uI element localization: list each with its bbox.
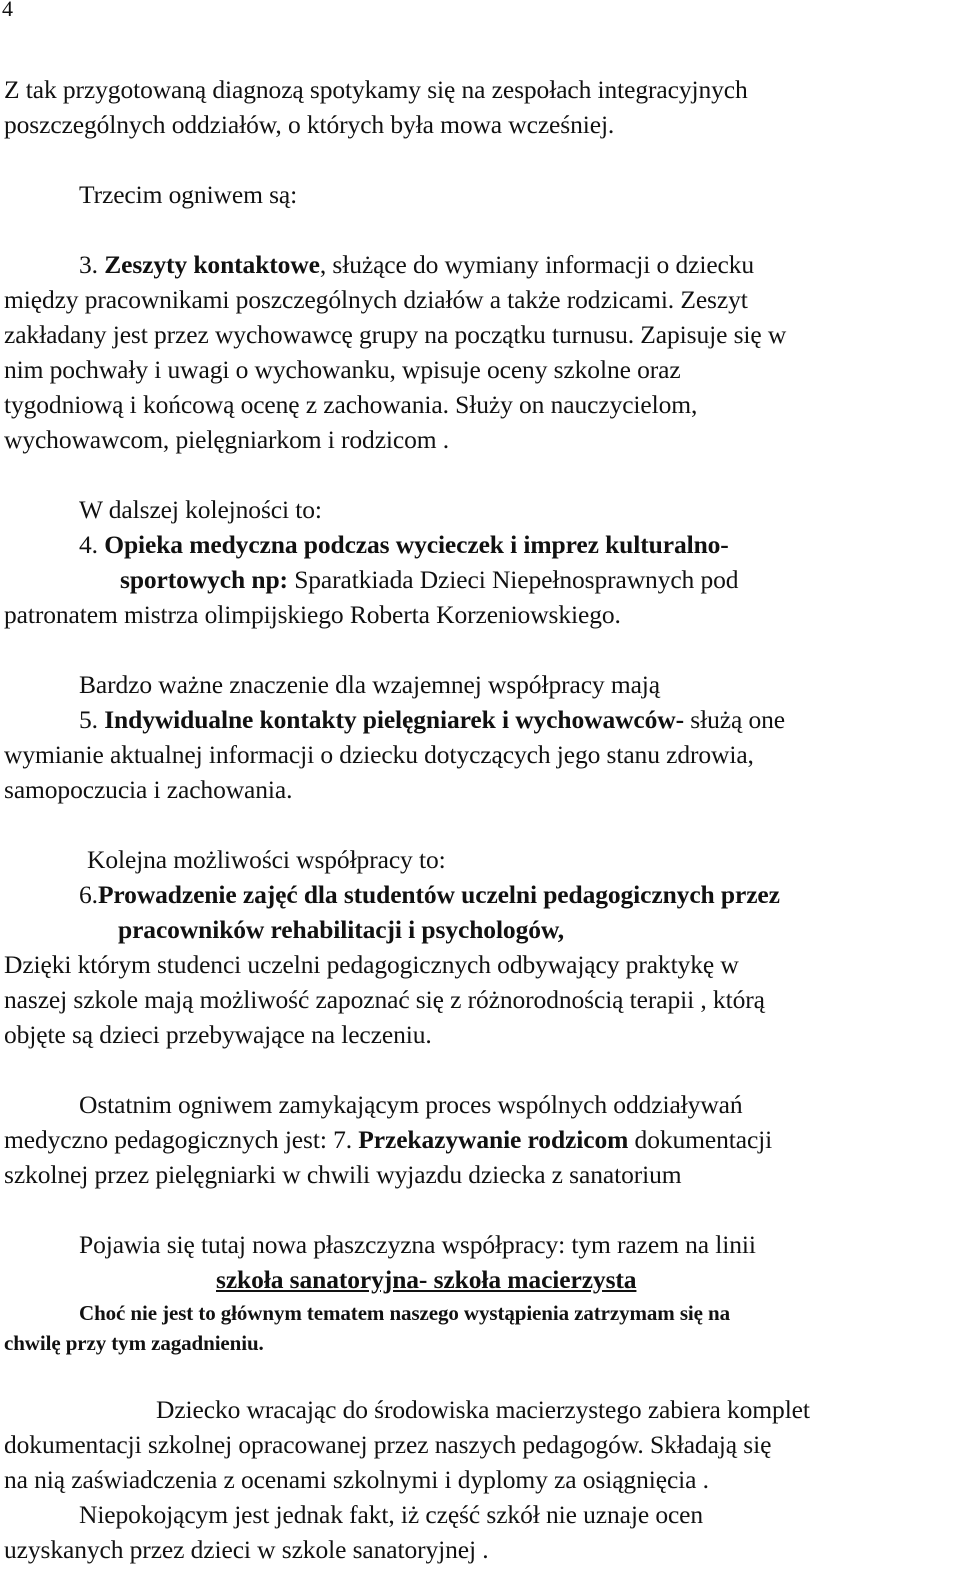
note-line-1: Choć nie jest to głównym tematem naszego wystąpienia zatrzymam się na: [79, 1301, 730, 1325]
item-7-heading: Przekazywanie rodzicom: [358, 1125, 629, 1154]
item-6-line-3: Dzięki którym studenci uczelni pedagogicznych odbywający praktykę w: [4, 950, 739, 979]
paragraph-9-line-3: na nią zaświadczenia z ocenami szkolnymi i dyplomy za osiągnięcia .: [4, 1465, 709, 1494]
paragraph-7-line-1: Ostatnim ogniwem zamykającym proces wspólnych oddziaływań: [79, 1090, 743, 1119]
intro-item-6: Kolejna możliwości współpracy to:: [87, 845, 446, 874]
item-3-line-1-text: , służące do wymiany informacji o dziecku: [319, 250, 755, 279]
item-5-heading: Indywidualne kontakty pielęgniarek i wychowawców-: [104, 705, 684, 734]
paragraph-10-line-2: uzyskanych przez dzieci w szkole sanatoryjnej .: [4, 1535, 489, 1564]
item-4-heading-line-2: sportowych np:: [120, 565, 288, 594]
item-5-line-2: wymianie aktualnej informacji o dziecku dotyczących jego stanu zdrowia,: [4, 740, 754, 769]
page-number: 4: [2, 0, 13, 21]
item-6-line-4: naszej szkole mają możliwość zapoznać się z różnorodnością terapii , którą: [4, 985, 765, 1014]
item-5-line-3: samopoczucia i zachowania.: [4, 775, 293, 804]
intro-item-4: W dalszej kolejności to:: [79, 495, 322, 524]
item-4-number: 4.: [79, 530, 105, 559]
item-3-line-3: zakładany jest przez wychowawcę grupy na początku turnusu. Zapisuje się w: [4, 320, 787, 349]
paragraph-7-line-3: szkolnej przez pielęgniarki w chwili wyjazdu dziecka z sanatorium: [4, 1160, 682, 1189]
paragraph-7-line-2-rest: dokumentacji: [628, 1125, 773, 1154]
item-3-line-2: między pracownikami poszczególnych działów a także rodzicami. Zeszyt: [4, 285, 748, 314]
note-line-2: chwilę przy tym zagadnieniu.: [4, 1331, 264, 1355]
item-3-number: 3.: [79, 250, 105, 279]
item-4-line-2-text: Sparatkiada Dzieci Niepełnosprawnych pod: [287, 565, 739, 594]
paragraph-7-line-2-pre: medyczno pedagogicznych jest: 7.: [4, 1125, 359, 1154]
intro-item-5: Bardzo ważne znaczenie dla wzajemnej współpracy mają: [79, 670, 661, 699]
paragraph-1-line-2: poszczególnych oddziałów, o których była mowa wcześniej.: [4, 110, 615, 139]
item-5-number: 5.: [79, 705, 105, 734]
item-3-line-4: nim pochwały i uwagi o wychowanku, wpisuje oceny szkolne oraz: [4, 355, 681, 384]
item-6-heading-line-2: pracowników rehabilitacji i psychologów,: [118, 915, 565, 944]
paragraph-10-line-1: Niepokojącym jest jednak fakt, iż część szkół nie uznaje ocen: [79, 1500, 704, 1529]
paragraph-9-line-1: Dziecko wracając do środowiska macierzystego zabiera komplet: [156, 1395, 810, 1424]
intro-item-3: Trzecim ogniwem są:: [79, 180, 298, 209]
item-3-line-5: tygodniową i końcową ocenę z zachowania. Służy on nauczycielom,: [4, 390, 698, 419]
paragraph-8-highlight: szkoła sanatoryjna- szkoła macierzysta: [216, 1265, 637, 1294]
item-4-line-2: [120, 563, 738, 597]
paragraph-8-line-1: Pojawia się tutaj nowa płaszczyzna współpracy: tym razem na linii: [79, 1230, 756, 1259]
item-3-line-1: [79, 248, 754, 282]
item-3-heading: Zeszyty kontaktowe: [104, 250, 320, 279]
paragraph-1-line-1: Z tak przygotowaną diagnozą spotykamy się na zespołach integracyjnych: [4, 75, 748, 104]
item-4-line-1: [79, 528, 729, 562]
item-6-line-1: [79, 878, 780, 912]
item-4-line-3: patronatem mistrza olimpijskiego Roberta Korzeniowskiego.: [4, 600, 621, 629]
item-5-line-1-text: służą one: [684, 705, 785, 734]
paragraph-9-line-2: dokumentacji szkolnej opracowanej przez naszych pedagogów. Składają się: [4, 1430, 772, 1459]
item-3-line-6: wychowawcom, pielęgniarkom i rodzicom .: [4, 425, 450, 454]
paragraph-7-line-2: [4, 1123, 772, 1157]
item-5-line-1: [79, 703, 785, 737]
item-6-number: 6.: [79, 880, 98, 909]
item-4-heading-line-1: Opieka medyczna podczas wycieczek i imprez kulturalno-: [104, 530, 729, 559]
item-6-heading-line-1: Prowadzenie zajęć dla studentów uczelni pedagogicznych przez: [97, 880, 780, 909]
item-6-line-5: objęte są dzieci przebywające na leczeniu.: [4, 1020, 432, 1049]
